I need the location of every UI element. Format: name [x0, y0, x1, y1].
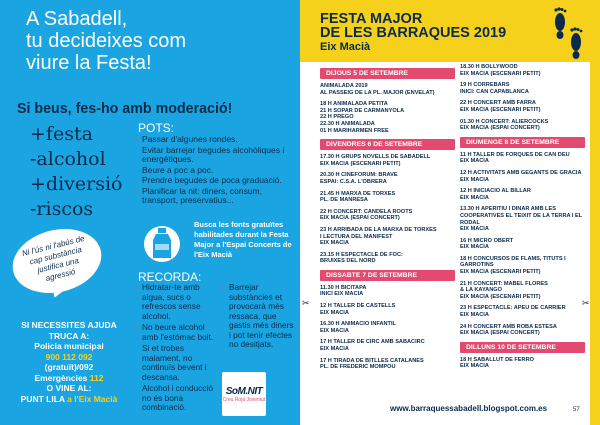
- program-title: [320, 12, 506, 40]
- event-line: PL. DE MANRESA: [320, 197, 368, 204]
- event-line: EIX MACIÀ: [460, 244, 489, 251]
- slogan-word: +festa: [30, 123, 93, 145]
- pots-item: ▫ Prendre begudes de poca graduació.: [135, 176, 290, 186]
- headline-line: A Sabadell,: [26, 8, 128, 30]
- event-line: EIX MACIÀ: [320, 327, 349, 334]
- somnit-logo: [222, 372, 266, 416]
- headline-line: tu decideixes com: [26, 30, 187, 52]
- event-line: 18.30 H BOLLYWOOD: [460, 64, 518, 70]
- event-item: [460, 324, 585, 337]
- event-line: 13.30 H APERITIU I DINAR AMB LES: [460, 206, 556, 213]
- program-column-a: [320, 64, 455, 376]
- event-item: [460, 100, 585, 113]
- slogan-word: -riscos: [30, 198, 94, 220]
- event-line: 11.30 H BICITAPA: [320, 284, 367, 291]
- slogan-words: [30, 122, 123, 222]
- event-line: 01.30 H CONCERT: ALIERCOCKS: [460, 118, 549, 125]
- event-line: EIX MACIÀ: [320, 240, 349, 247]
- event-line: 22 H PREGÓ: [320, 114, 354, 121]
- event-item: [320, 321, 455, 334]
- event-line: 20.30 H CINEFÒRUM: BRAVE: [320, 172, 398, 179]
- event-line: EIX MACIÀ (ESPAI CONCERT): [460, 125, 540, 132]
- event-line: 12 H TALLER DE CASTELLS: [320, 303, 396, 310]
- recorda-item: ▫ No beure alcohol amb l'estómac buit.: [135, 323, 221, 342]
- event-item: [460, 357, 585, 370]
- event-item: [460, 256, 585, 276]
- event-item: [320, 285, 455, 298]
- event-line: 01 H MARIHARMEN FREE: [320, 127, 389, 134]
- event-line: EIX MACIÀ: [460, 176, 489, 183]
- page-number: 57: [573, 407, 580, 413]
- slogan-word: -alcohol: [30, 148, 106, 170]
- event-line: EIX MACIÀ: [460, 312, 489, 319]
- event-line: ANIMALADA 2019: [320, 83, 368, 89]
- headline: [26, 8, 186, 74]
- event-item: [460, 305, 585, 318]
- event-line: EIX MACIÀ: [320, 346, 349, 353]
- recorda-list-2: [222, 283, 296, 352]
- help-phone: 900 112 092: [45, 351, 93, 362]
- slogan-word: +diversió: [30, 173, 123, 195]
- event-line: 21 H SOPAR DE CARMANYOLA: [320, 107, 405, 114]
- event-item: [460, 238, 585, 251]
- event-line: 17.30 H GRUPS NOVELLS DE SABADELL: [320, 154, 431, 161]
- day-header: DIUMENGE 8 DE SETEMBRE: [460, 137, 585, 148]
- event-line: 24 H CONCERT AMB ROBA ESTESA: [460, 323, 557, 330]
- event-line: COOPERATIVES EL TEIXIT DE LA TERRA I EL: [460, 212, 583, 219]
- program-column-b: [460, 64, 585, 375]
- event-line: 21.45 H MARXA DE TORXES: [320, 190, 396, 197]
- event-line: 17 H TIRADA DE BITLLES CATALANES: [320, 357, 424, 364]
- help-line: (gratuït)/092: [44, 362, 94, 372]
- event-item: [460, 281, 585, 301]
- event-item: [320, 172, 455, 185]
- event-item: [320, 209, 455, 222]
- event-line: 22.30 H ANIMALADA: [320, 120, 375, 127]
- event-item: [320, 154, 455, 167]
- program-subtitle: Eix Macià: [320, 41, 371, 53]
- event-item: [460, 64, 585, 77]
- help-line: O VINE AL:: [46, 383, 92, 393]
- day-header: DIJOUS 5 DE SETEMBRE: [320, 68, 455, 79]
- recorda-title: RECORDA:: [138, 270, 202, 284]
- recorda-item: ▫ Si et trobes malament, no continuïs bevent i descansa.: [135, 344, 221, 382]
- event-item: [460, 170, 585, 183]
- event-line: 18 H SABALLUT DE FERRO: [460, 356, 534, 363]
- event-item: [460, 82, 585, 95]
- day-header: DISSABTE 7 DE SETEMBRE: [320, 270, 455, 281]
- event-line: EIX MACIÀ (ESCENARI PETIT): [460, 269, 541, 276]
- footer-url[interactable]: www.barraquessabadell.blogspot.com.es: [390, 404, 548, 413]
- event-item: [320, 303, 455, 316]
- help-phone: 112: [89, 372, 104, 383]
- scissors-icon: ✂: [582, 298, 590, 308]
- program-title-line: DE LES BARRAQUES 2019: [320, 25, 507, 41]
- event-line: INICI: CAN CAPABLANCA: [460, 88, 529, 95]
- event-line: BRUIXES DEL NORD: [320, 258, 376, 265]
- event-line: EIX MACIÀ (ESPAI CONCERT): [320, 215, 400, 222]
- event-line: 19 H CORREBARS: [460, 82, 510, 89]
- event-line: EIX MACIÀ (ESPAI CONCERT): [460, 330, 540, 337]
- event-item: [320, 191, 455, 204]
- logo-sub: Creu Roja Joventut: [222, 396, 266, 403]
- event-line: 23.15 H ESPECTACLE DE FOC:: [320, 251, 403, 258]
- pots-item: ▫ Evitar barrejar begudes alcohòliques i energètiques.: [135, 146, 290, 165]
- event-item: [320, 252, 455, 265]
- recorda-item: ▫ Hidratar-te amb aigua, sucs o refrescos sense alcohol.: [135, 283, 221, 321]
- recorda-item: ▫ Alcohol i conducció no és bona combinació.: [135, 384, 221, 413]
- event-line: EIX MACIÀ: [460, 226, 489, 233]
- event-item: [320, 358, 455, 371]
- event-line: 18 H ANIMALADA PETITA: [320, 101, 388, 108]
- event-line: 17 H TALLER DE CIRC AMB SABACIRC: [320, 339, 425, 346]
- logo-main: SoM.NIT: [225, 385, 263, 397]
- pots-list: [135, 135, 290, 207]
- footprints-icon: [546, 4, 590, 60]
- event-line: ESPAI: C.S.A. L'OBRERA: [320, 178, 387, 185]
- event-line: EIX MACIÀ: [320, 309, 349, 316]
- water-bottle-icon: [143, 218, 181, 266]
- event-line: AL PASSEIG DE LA PL. MAJOR (ENVELAT): [320, 89, 435, 96]
- bubble-text: Ni l'ús ni l'abús de cap substància justifica una agressió: [21, 233, 86, 284]
- event-line: 11 H TALLER DE FORQUES DE CAN DEU: [460, 151, 570, 158]
- event-item: [460, 206, 585, 232]
- event-item: [460, 119, 585, 132]
- scissors-icon: ✂: [302, 298, 310, 308]
- event-line: 18 H CONCURSOS DE FLAMS, TITUTS I: [460, 255, 566, 262]
- event-line: INICI EIX MACIÀ: [320, 291, 364, 298]
- headline-line: viure la Festa!: [26, 52, 152, 74]
- moderation-slogan: Si beus, fes-ho amb moderació!: [17, 100, 233, 117]
- help-line: Policia municipal: [34, 341, 104, 351]
- event-line: EIX MACIÀ (ESCENARI PETIT): [460, 293, 541, 300]
- event-line: I LECTURA DEL MANIFEST: [320, 233, 393, 240]
- event-item: [460, 188, 585, 201]
- event-line: EIX MACIÀ: [460, 363, 489, 370]
- event-line: EIX MACIÀ (ESCENARI PETIT): [320, 160, 401, 167]
- event-line: 12 H ACTIVITATS AMB GEGANTS DE GRÀCIA: [460, 169, 582, 176]
- event-item: [460, 152, 585, 165]
- event-line: 23 H ESPECTACLE: APEU DE CARRIER: [460, 305, 566, 312]
- event-line: PL. DE FREDERIC MOMPOU: [320, 364, 396, 371]
- pots-item: ▫ Passar d'algunes rondes.: [135, 135, 290, 145]
- event-item: [320, 101, 455, 134]
- help-box: [14, 320, 124, 404]
- event-line: EIX MACIÀ: [460, 158, 489, 165]
- event-line: 23 H ARRIBADA DE LA MARXA DE TORXES: [320, 226, 437, 233]
- event-line: GARROTINS: [460, 262, 494, 269]
- recorda-list-1: [135, 283, 221, 415]
- help-line: Emergències: [34, 372, 88, 383]
- event-line: 12 H INICIACIÓ AL BILLAR: [460, 188, 531, 195]
- event-item: [320, 83, 455, 96]
- event-line: EIX MACIÀ (ESCENARI PETIT): [460, 70, 541, 77]
- program-title-line: FESTA MAJOR: [320, 11, 423, 27]
- event-line: 22 H CONCERT: CANDELA ROOTS: [320, 208, 413, 215]
- day-header: DIVENDRES 6 DE SETEMBRE: [320, 139, 455, 150]
- event-line: RODAL: [460, 219, 480, 226]
- help-line: PUNT LILA: [20, 393, 65, 404]
- event-line: 16 H MICRO OBERT: [460, 237, 514, 244]
- event-line: 22 H CONCERT AMB FARRA: [460, 100, 536, 107]
- pots-item: ▫ Beure a poc a poc.: [135, 166, 290, 176]
- event-line: 21 H CONCERT: MABEL FLORES: [460, 280, 548, 287]
- pots-item: ▫ Planificar la nit: diners, consum, transport, preservatius...: [135, 187, 290, 206]
- recorda-item: ▫ Barrejar substàncies et provocarà més ressaca, que gastis més diners i pot tenir efectes no desitjats.: [222, 283, 296, 350]
- fountains-note: Busca les fonts gratuïtes habilitades durant la Festa Major a l'Espai Concerts de l'Eix Macià: [194, 220, 292, 259]
- help-line: a l'Eix Macià: [67, 393, 118, 404]
- event-item: [320, 339, 455, 352]
- event-line: EIX MACIÀ (ESCENARI PETIT): [460, 106, 541, 113]
- help-title: SI NECESSITES AJUDA TRUCA A:: [21, 320, 117, 341]
- event-line: 16.30 H ANIMACIÓ INFANTIL: [320, 321, 396, 328]
- event-line: EIX MACIÀ: [460, 194, 489, 201]
- pots-title: POTS:: [138, 121, 175, 135]
- event-item: [320, 227, 455, 247]
- day-header: DILLUNS 10 DE SETEMBRE: [460, 342, 585, 353]
- side-band: [590, 0, 600, 425]
- event-line: & LA KAYANGO: [460, 287, 502, 294]
